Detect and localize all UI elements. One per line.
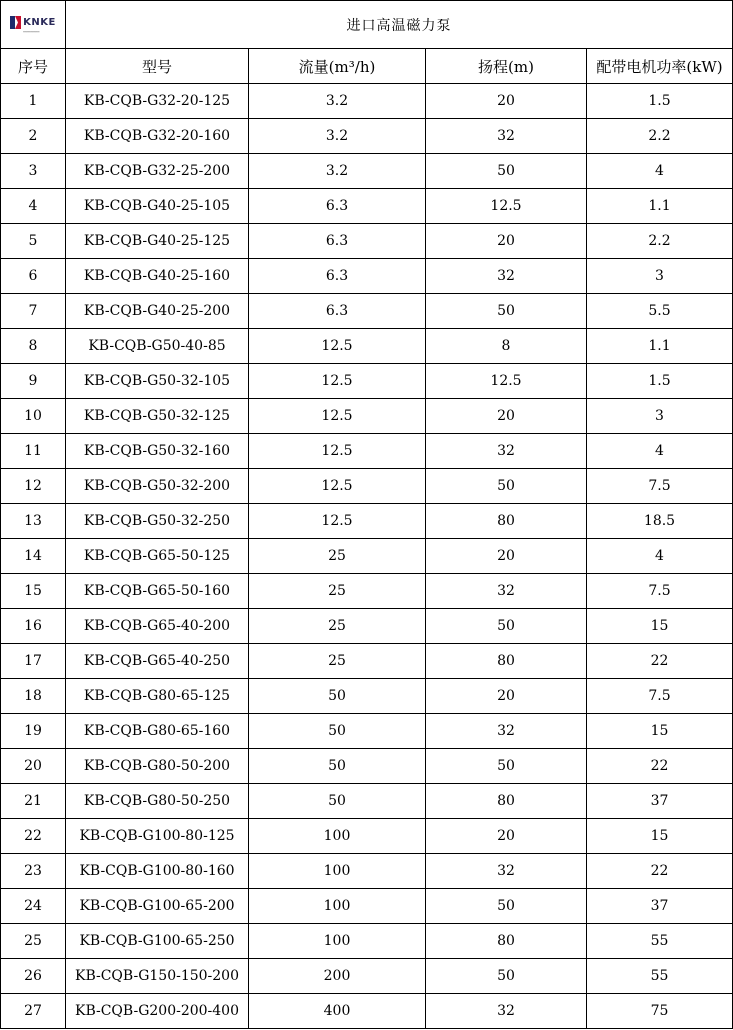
cell-motor-power: 55 <box>587 924 733 959</box>
table-row <box>1 994 733 1029</box>
cell-flow: 3.2 <box>249 154 426 189</box>
cell-motor-power: 37 <box>587 784 733 819</box>
cell-index: 27 <box>1 994 66 1029</box>
header-index: 序号 <box>1 49 66 84</box>
cell-model: KB-CQB-G32-25-200 <box>66 154 249 189</box>
cell-index: 23 <box>1 854 66 889</box>
cell-flow: 200 <box>249 959 426 994</box>
cell-model: KB-CQB-G100-65-250 <box>66 924 249 959</box>
table-title: 进口高温磁力泵 <box>66 1 733 49</box>
cell-motor-power: 18.5 <box>587 504 733 539</box>
cell-index: 10 <box>1 399 66 434</box>
table-row <box>1 679 733 714</box>
cell-head: 32 <box>426 574 587 609</box>
header-head: 扬程(m) <box>426 49 587 84</box>
cell-model: KB-CQB-G80-50-250 <box>66 784 249 819</box>
cell-head: 8 <box>426 329 587 364</box>
cell-index: 17 <box>1 644 66 679</box>
cell-flow: 3.2 <box>249 84 426 119</box>
cell-index: 4 <box>1 189 66 224</box>
title-row <box>1 1 733 49</box>
cell-flow: 50 <box>249 714 426 749</box>
header-flow: 流量(m³/h) <box>249 49 426 84</box>
table-row <box>1 434 733 469</box>
cell-model: KB-CQB-G50-32-200 <box>66 469 249 504</box>
cell-flow: 100 <box>249 854 426 889</box>
cell-index: 18 <box>1 679 66 714</box>
cell-flow: 25 <box>249 539 426 574</box>
table-row <box>1 364 733 399</box>
cell-model: KB-CQB-G80-65-125 <box>66 679 249 714</box>
table-row <box>1 889 733 924</box>
cell-flow: 50 <box>249 749 426 784</box>
cell-index: 20 <box>1 749 66 784</box>
cell-flow: 25 <box>249 574 426 609</box>
cell-index: 19 <box>1 714 66 749</box>
knke-logo-icon <box>10 16 21 29</box>
table-row <box>1 539 733 574</box>
cell-motor-power: 7.5 <box>587 469 733 504</box>
cell-flow: 25 <box>249 644 426 679</box>
cell-model: KB-CQB-G32-20-160 <box>66 119 249 154</box>
cell-index: 16 <box>1 609 66 644</box>
cell-flow: 25 <box>249 609 426 644</box>
cell-model: KB-CQB-G65-40-250 <box>66 644 249 679</box>
cell-model: KB-CQB-G40-25-160 <box>66 259 249 294</box>
cell-head: 20 <box>426 399 587 434</box>
cell-flow: 50 <box>249 784 426 819</box>
cell-index: 12 <box>1 469 66 504</box>
company-logo <box>10 16 56 34</box>
table-row <box>1 189 733 224</box>
cell-model: KB-CQB-G50-32-250 <box>66 504 249 539</box>
cell-flow: 6.3 <box>249 259 426 294</box>
cell-model: KB-CQB-G65-40-200 <box>66 609 249 644</box>
cell-index: 24 <box>1 889 66 924</box>
table-row <box>1 119 733 154</box>
cell-motor-power: 37 <box>587 889 733 924</box>
cell-motor-power: 4 <box>587 539 733 574</box>
cell-motor-power: 15 <box>587 714 733 749</box>
cell-flow: 12.5 <box>249 329 426 364</box>
cell-flow: 100 <box>249 889 426 924</box>
cell-head: 20 <box>426 679 587 714</box>
cell-flow: 6.3 <box>249 189 426 224</box>
logo-tagline: ━━━━━━━━━ <box>23 29 40 34</box>
cell-model: KB-CQB-G65-50-125 <box>66 539 249 574</box>
cell-model: KB-CQB-G50-32-125 <box>66 399 249 434</box>
cell-head: 32 <box>426 854 587 889</box>
cell-head: 80 <box>426 784 587 819</box>
cell-motor-power: 3 <box>587 259 733 294</box>
cell-motor-power: 22 <box>587 749 733 784</box>
cell-head: 20 <box>426 84 587 119</box>
table-row <box>1 259 733 294</box>
cell-model: KB-CQB-G50-32-160 <box>66 434 249 469</box>
table-row <box>1 504 733 539</box>
cell-model: KB-CQB-G150-150-200 <box>66 959 249 994</box>
cell-motor-power: 22 <box>587 644 733 679</box>
cell-motor-power: 1.5 <box>587 84 733 119</box>
table-row <box>1 959 733 994</box>
table-row <box>1 854 733 889</box>
cell-flow: 6.3 <box>249 224 426 259</box>
cell-head: 32 <box>426 119 587 154</box>
cell-head: 80 <box>426 504 587 539</box>
cell-model: KB-CQB-G100-80-160 <box>66 854 249 889</box>
cell-motor-power: 1.1 <box>587 329 733 364</box>
cell-flow: 12.5 <box>249 504 426 539</box>
cell-motor-power: 2.2 <box>587 119 733 154</box>
cell-head: 20 <box>426 224 587 259</box>
cell-index: 5 <box>1 224 66 259</box>
cell-motor-power: 75 <box>587 994 733 1029</box>
table-row <box>1 154 733 189</box>
cell-index: 22 <box>1 819 66 854</box>
cell-head: 50 <box>426 889 587 924</box>
cell-model: KB-CQB-G100-65-200 <box>66 889 249 924</box>
cell-flow: 6.3 <box>249 294 426 329</box>
table-row <box>1 819 733 854</box>
cell-motor-power: 7.5 <box>587 574 733 609</box>
cell-flow: 100 <box>249 924 426 959</box>
table-row <box>1 784 733 819</box>
cell-model: KB-CQB-G40-25-125 <box>66 224 249 259</box>
cell-index: 3 <box>1 154 66 189</box>
cell-head: 32 <box>426 434 587 469</box>
cell-model: KB-CQB-G32-20-125 <box>66 84 249 119</box>
cell-flow: 12.5 <box>249 399 426 434</box>
cell-index: 14 <box>1 539 66 574</box>
cell-head: 50 <box>426 609 587 644</box>
cell-index: 2 <box>1 119 66 154</box>
cell-motor-power: 22 <box>587 854 733 889</box>
table-row <box>1 469 733 504</box>
cell-flow: 100 <box>249 819 426 854</box>
cell-motor-power: 5.5 <box>587 294 733 329</box>
table-body <box>1 84 733 1029</box>
cell-head: 20 <box>426 819 587 854</box>
cell-model: KB-CQB-G80-65-160 <box>66 714 249 749</box>
cell-motor-power: 1.5 <box>587 364 733 399</box>
cell-index: 13 <box>1 504 66 539</box>
table-row <box>1 714 733 749</box>
cell-motor-power: 55 <box>587 959 733 994</box>
header-row <box>1 49 733 84</box>
cell-head: 32 <box>426 714 587 749</box>
cell-index: 8 <box>1 329 66 364</box>
cell-index: 9 <box>1 364 66 399</box>
cell-flow: 400 <box>249 994 426 1029</box>
cell-model: KB-CQB-G50-40-85 <box>66 329 249 364</box>
table-row <box>1 609 733 644</box>
cell-index: 26 <box>1 959 66 994</box>
cell-index: 15 <box>1 574 66 609</box>
cell-head: 50 <box>426 959 587 994</box>
cell-flow: 12.5 <box>249 364 426 399</box>
cell-motor-power: 15 <box>587 609 733 644</box>
cell-index: 7 <box>1 294 66 329</box>
cell-index: 1 <box>1 84 66 119</box>
cell-flow: 12.5 <box>249 434 426 469</box>
logo-wordmark: KNKE <box>23 16 56 28</box>
table-row <box>1 329 733 364</box>
cell-flow: 3.2 <box>249 119 426 154</box>
cell-index: 6 <box>1 259 66 294</box>
cell-head: 80 <box>426 924 587 959</box>
table-row <box>1 84 733 119</box>
cell-motor-power: 7.5 <box>587 679 733 714</box>
cell-model: KB-CQB-G50-32-105 <box>66 364 249 399</box>
cell-index: 11 <box>1 434 66 469</box>
cell-flow: 50 <box>249 679 426 714</box>
cell-head: 50 <box>426 294 587 329</box>
cell-model: KB-CQB-G65-50-160 <box>66 574 249 609</box>
cell-motor-power: 3 <box>587 399 733 434</box>
table-row <box>1 224 733 259</box>
cell-model: KB-CQB-G40-25-200 <box>66 294 249 329</box>
logo-cell <box>1 1 66 49</box>
cell-motor-power: 1.1 <box>587 189 733 224</box>
cell-motor-power: 4 <box>587 434 733 469</box>
table-row <box>1 749 733 784</box>
header-motor-power: 配带电机功率(kW) <box>587 49 733 84</box>
cell-head: 20 <box>426 539 587 574</box>
cell-motor-power: 2.2 <box>587 224 733 259</box>
cell-motor-power: 4 <box>587 154 733 189</box>
table-row <box>1 644 733 679</box>
cell-head: 32 <box>426 259 587 294</box>
cell-head: 80 <box>426 644 587 679</box>
cell-motor-power: 15 <box>587 819 733 854</box>
header-model: 型号 <box>66 49 249 84</box>
cell-flow: 12.5 <box>249 469 426 504</box>
cell-head: 50 <box>426 749 587 784</box>
cell-head: 12.5 <box>426 364 587 399</box>
table-row <box>1 294 733 329</box>
cell-index: 25 <box>1 924 66 959</box>
cell-head: 50 <box>426 154 587 189</box>
cell-model: KB-CQB-G40-25-105 <box>66 189 249 224</box>
cell-model: KB-CQB-G100-80-125 <box>66 819 249 854</box>
table-row <box>1 924 733 959</box>
cell-index: 21 <box>1 784 66 819</box>
cell-head: 12.5 <box>426 189 587 224</box>
cell-head: 32 <box>426 994 587 1029</box>
table-row <box>1 574 733 609</box>
cell-model: KB-CQB-G200-200-400 <box>66 994 249 1029</box>
table-row <box>1 399 733 434</box>
cell-head: 50 <box>426 469 587 504</box>
cell-model: KB-CQB-G80-50-200 <box>66 749 249 784</box>
